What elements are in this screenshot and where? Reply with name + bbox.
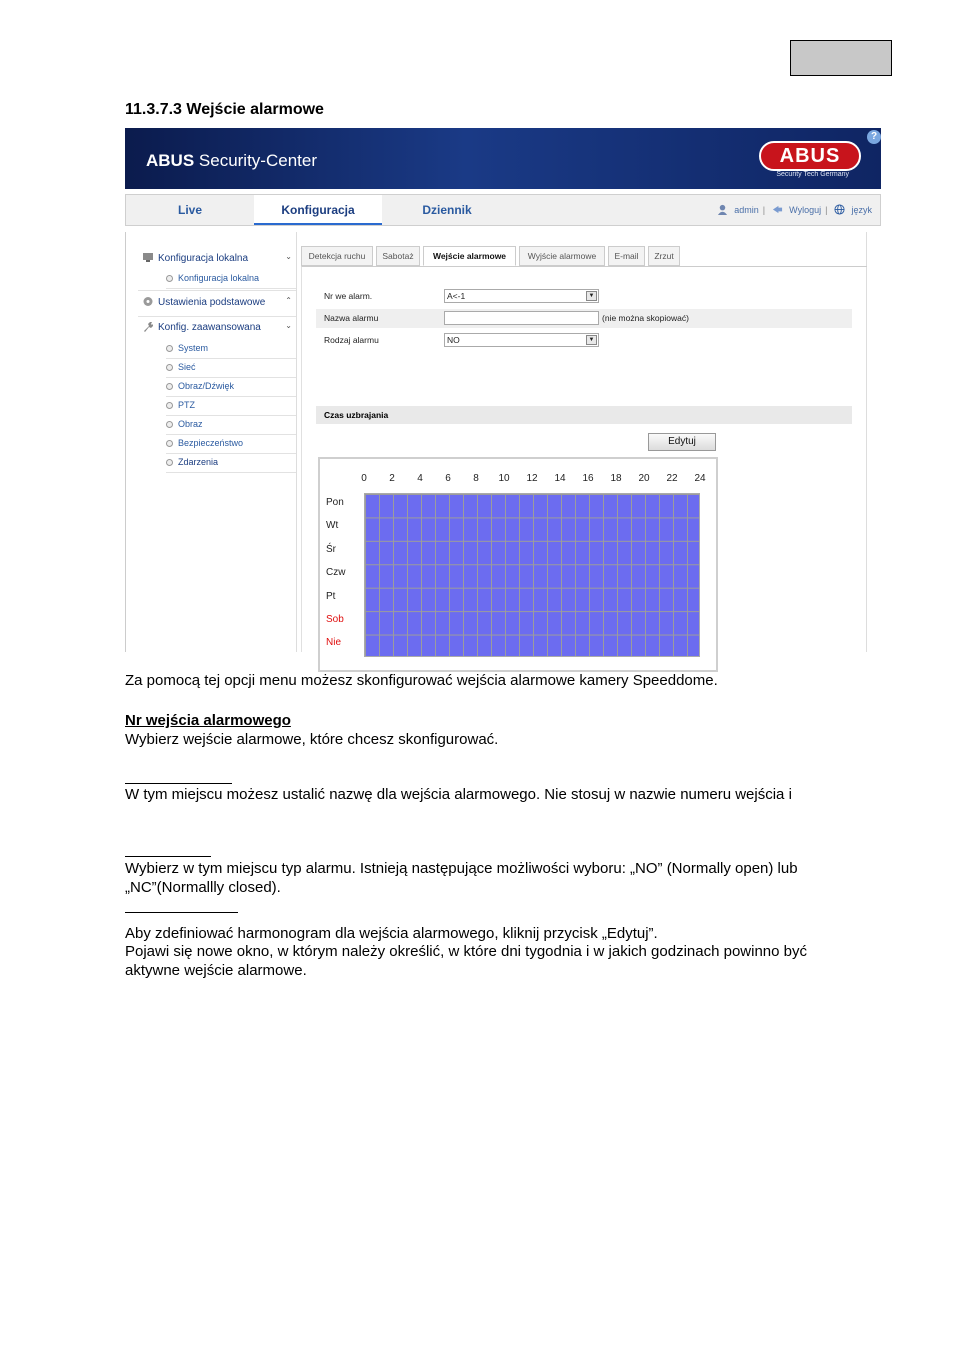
subtab-email[interactable]: E-mail bbox=[608, 246, 645, 266]
main-panel bbox=[301, 232, 867, 652]
sidebar-item-events[interactable] bbox=[166, 454, 296, 473]
sidebar-item-network[interactable] bbox=[166, 359, 296, 378]
dropdown-arrow-icon[interactable]: ▼ bbox=[586, 291, 597, 301]
hour-label: 16 bbox=[582, 473, 594, 484]
sidebar bbox=[125, 232, 297, 652]
chevron-down-icon: ⌄ bbox=[285, 252, 292, 261]
schedule-grid[interactable] bbox=[364, 493, 700, 657]
sidebar-group-label: Ustawienia podstawowe bbox=[158, 297, 266, 308]
hour-label: 12 bbox=[526, 473, 538, 484]
day-label: Sob bbox=[326, 614, 344, 625]
main-navbar bbox=[125, 194, 881, 226]
language-link[interactable]: język bbox=[851, 205, 872, 215]
subtab-motion[interactable]: Detekcja ruchu bbox=[301, 246, 373, 266]
dropdown-arrow-icon[interactable]: ▼ bbox=[586, 335, 597, 345]
alarm-input-form bbox=[301, 266, 867, 652]
chevron-down-icon: ⌄ bbox=[285, 321, 292, 330]
globe-icon bbox=[834, 204, 845, 215]
hour-label: 0 bbox=[361, 473, 367, 484]
intro-paragraph: Za pomocą tej opcji menu możesz skonfigurować wejścia alarmowe kamery Speeddome. bbox=[125, 672, 718, 689]
sidebar-group-advanced[interactable] bbox=[142, 321, 292, 333]
hour-label: 24 bbox=[694, 473, 706, 484]
row-alarm-no bbox=[316, 287, 852, 306]
sidebar-item-label: Obraz bbox=[178, 419, 203, 429]
alarm-no-label: Nr we alarm. bbox=[324, 291, 373, 301]
subtab-snapshot[interactable]: Zrzut bbox=[648, 246, 680, 266]
hour-label: 22 bbox=[666, 473, 678, 484]
alarm-type-label: Rodzaj alarmu bbox=[324, 335, 379, 345]
user-name[interactable]: admin bbox=[734, 205, 759, 215]
help-icon[interactable]: ? bbox=[867, 130, 881, 144]
sidebar-item-label: Zdarzenia bbox=[178, 457, 219, 467]
alarm-no-select[interactable] bbox=[444, 289, 599, 303]
hour-label: 10 bbox=[498, 473, 510, 484]
tab-konfiguracja[interactable]: Konfiguracja bbox=[254, 195, 382, 225]
bullet-icon bbox=[166, 402, 173, 409]
alarm-name-label: Nazwa alarmu bbox=[324, 313, 379, 323]
sidebar-item-local-config[interactable] bbox=[166, 270, 296, 289]
arming-time-header: Czas uzbrajania bbox=[316, 406, 852, 424]
bullet-icon bbox=[166, 440, 173, 447]
paragraph-schedule-2: Pojawi się nowe okno, w którym należy określić, w które dni tygodnia i w jakich godzinach powinno być aktywne wejście alarmowe. bbox=[125, 943, 807, 979]
logout-link[interactable]: Wyloguj bbox=[789, 205, 822, 215]
wrench-icon bbox=[142, 321, 154, 332]
alarm-type-value: NO bbox=[447, 335, 460, 345]
sidebar-item-label: Sieć bbox=[178, 362, 196, 372]
day-label: Pt bbox=[326, 590, 336, 602]
hour-label: 8 bbox=[473, 473, 479, 484]
subtab-alarm-output[interactable]: Wyjście alarmowe bbox=[519, 246, 605, 266]
bullet-icon bbox=[166, 345, 173, 352]
tab-dziennik[interactable]: Dziennik bbox=[422, 203, 472, 217]
chevron-up-icon: ⌃ bbox=[285, 296, 292, 305]
screenshot bbox=[125, 128, 881, 652]
day-label: Nie bbox=[326, 637, 342, 649]
weekly-schedule bbox=[318, 457, 718, 672]
sidebar-item-label: System bbox=[178, 343, 209, 353]
edit-button[interactable]: Edytuj bbox=[648, 433, 716, 451]
day-label: Pon bbox=[326, 497, 344, 508]
paragraph-alarm-name: W tym miejscu możesz ustalić nazwę dla wejścia alarmowego. Nie stosuj w nazwie numeru wejścia i bbox=[125, 786, 792, 803]
bullet-icon bbox=[166, 459, 173, 466]
hour-label: 4 bbox=[417, 473, 423, 484]
sidebar-item-label: PTZ bbox=[178, 400, 195, 410]
row-alarm-type bbox=[316, 331, 852, 350]
app-title bbox=[146, 151, 317, 171]
page-number-box bbox=[790, 40, 892, 76]
sidebar-group-basic[interactable] bbox=[142, 296, 292, 308]
sidebar-item-system[interactable] bbox=[166, 340, 296, 359]
tab-live[interactable]: Live bbox=[177, 203, 202, 217]
computer-icon bbox=[142, 252, 154, 263]
sidebar-group-label: Konfiguracja lokalna bbox=[158, 253, 249, 264]
logo-subtitle: Security Tech Germany bbox=[776, 171, 849, 178]
paragraph-alarm-input-no: Wybierz wejście alarmowe, które chcesz skonfigurować. bbox=[125, 731, 499, 748]
user-icon bbox=[717, 204, 728, 215]
alarm-type-select[interactable] bbox=[444, 333, 599, 347]
sidebar-item-label: Bezpieczeństwo bbox=[178, 438, 244, 448]
sidebar-item-image[interactable] bbox=[166, 416, 296, 435]
row-alarm-name bbox=[316, 309, 852, 328]
subtab-tamper[interactable]: Sabotaż bbox=[376, 246, 420, 266]
sidebar-item-security[interactable] bbox=[166, 435, 296, 454]
day-label: Czw bbox=[326, 567, 346, 579]
sidebar-item-video-audio[interactable] bbox=[166, 378, 296, 397]
sidebar-item-ptz[interactable] bbox=[166, 397, 296, 416]
abus-logo: ABUS bbox=[759, 141, 861, 171]
hour-label: 6 bbox=[445, 473, 451, 484]
heading-rule bbox=[125, 912, 238, 913]
subtab-alarm-input[interactable]: Wejście alarmowe bbox=[423, 246, 516, 266]
app-title-brand: ABUS bbox=[146, 151, 195, 170]
alarm-name-input[interactable] bbox=[444, 311, 599, 325]
heading-rule bbox=[125, 856, 211, 857]
app-title-rest: Security-Center bbox=[194, 151, 317, 170]
nav-user-area: admin | Wyloguj | język bbox=[717, 195, 872, 225]
bullet-icon bbox=[166, 421, 173, 428]
day-label: Wt bbox=[326, 520, 339, 532]
alarm-no-value: A<-1 bbox=[447, 291, 466, 301]
logout-icon bbox=[772, 204, 783, 215]
day-label: Śr bbox=[326, 543, 336, 555]
hour-label: 14 bbox=[554, 473, 566, 484]
section-heading: 11.3.7.3 Wejście alarmowe bbox=[125, 101, 324, 118]
bullet-icon bbox=[166, 364, 173, 371]
hour-label: 18 bbox=[610, 473, 622, 484]
bullet-icon bbox=[166, 275, 173, 282]
alarm-name-note: (nie można skopiować) bbox=[602, 313, 689, 323]
sidebar-item-label: Konfiguracja lokalna bbox=[178, 273, 260, 283]
sidebar-group-local[interactable] bbox=[142, 252, 292, 264]
hour-label: 2 bbox=[389, 473, 395, 484]
heading-rule bbox=[125, 783, 232, 784]
sidebar-group-label: Konfig. zaawansowana bbox=[158, 322, 261, 333]
paragraph-schedule-1: Aby zdefiniować harmonogram dla wejścia alarmowego, kliknij przycisk „Edytuj”. bbox=[125, 925, 658, 942]
heading-alarm-input-no: Nr wejścia alarmowego bbox=[125, 712, 291, 729]
sidebar-item-label: Obraz/Dźwięk bbox=[178, 381, 235, 391]
hour-label: 20 bbox=[638, 473, 650, 484]
paragraph-alarm-type: Wybierz w tym miejscu typ alarmu. Istnieją następujące możliwości wyboru: „NO” (Normally open) lub „NC”(Normallly closed). bbox=[125, 860, 798, 896]
settings-icon bbox=[142, 296, 154, 307]
bullet-icon bbox=[166, 383, 173, 390]
app-banner bbox=[125, 128, 881, 189]
